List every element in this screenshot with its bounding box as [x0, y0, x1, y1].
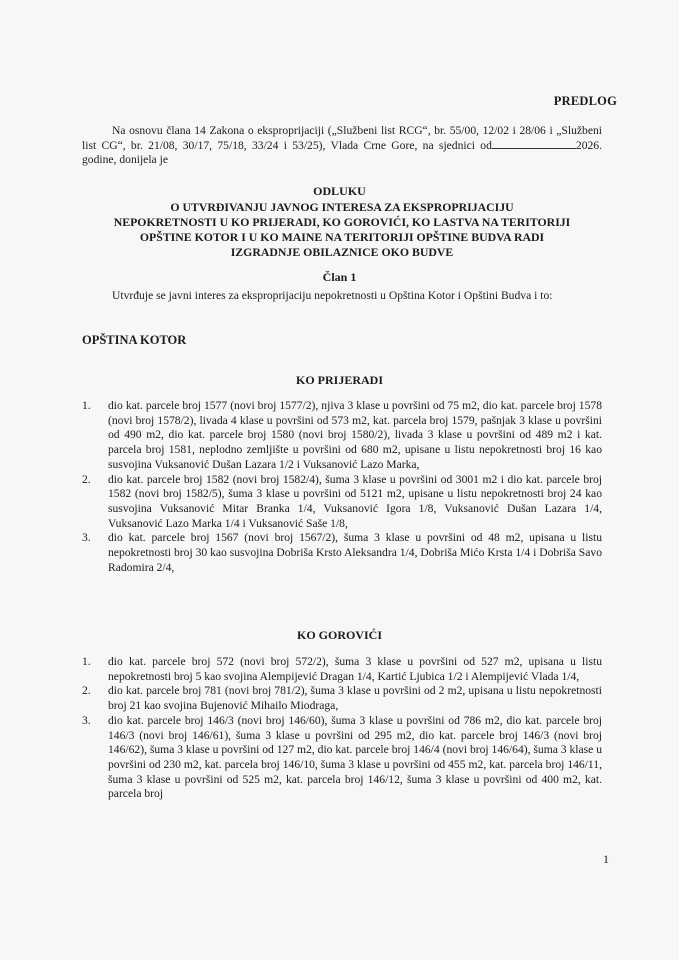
section-title-prijeradi: KO PRIJERADI — [295, 373, 383, 387]
item-text: dio kat. parcele broj 1567 (novi broj 1567/2), šuma 3 klase u površini od 48 m2, upisana u listu nepokretnosti broj 30 kao susvojina Dobriša Krsto Aleksandra 1/4, Dobriša Mićo Krsta 1/4 i Dobriša Savo Radomira 2/4, — [108, 531, 602, 574]
list-item — [82, 531, 602, 575]
item-text: dio kat. parcele broj 1582 (novi broj 1582/4), šuma 3 klase u površini od 3001 m2 i dio kat. parcele broj 1582 (novi broj 1582/5), šuma 3 klase u površini od 5121 m2, upisane u listu nepokretnosti broj 24 kao susvojina Vuksanović Mitar Branka 1/4, Vuksanović Igora 1/8, Vuksanović Dušan Lazara 1/4, Vuksanović Lazo Marka 1/4 i Vuksanović Saše 1/8, — [108, 472, 602, 530]
list-item — [82, 714, 602, 802]
item-number: 3. — [82, 531, 91, 545]
list-item — [82, 684, 602, 713]
heading-line: NEPOKRETNOSTI U KO PRIJERADI, KO GOROVIĆI, KO LASTVA NA TERITORIJI — [113, 215, 571, 230]
item-text: dio kat. parcele broj 572 (novi broj 572/2), šuma 3 klase u površini od 527 m2, upisana u listu nepokretnosti broj 5 kao svojina Alempijević Dragan 1/4, Kartić Ljubica 1/2 i Alempijević Vlada 1/4, — [108, 655, 602, 683]
item-text: dio kat. parcele broj 1577 (novi broj 1577/2), njiva 3 klase u površini od 75 m2, dio kat. parcele broj 1578 (novi broj 1578/2), livada 4 klase u površini od 573 m2, kat. parcela broj 1579, pašnjak 3 klase u površini od 490 m2, dio kat. parcele broj 1580 (novi broj 1580/2), livada 3 klase u površini od 489 m2 i kat. parcela broj 1581, neplodno zemljište u površini od 680 m2, upisane u listu nepokretnosti broj 16 kao susvojina Vuksanović Dušan Lazara 1/2 i Vuksanović Lazo Marka, — [108, 399, 602, 471]
preamble-end: 2026. godine, donijela je — [82, 138, 602, 167]
item-number: 3. — [82, 713, 91, 727]
item-number: 1. — [82, 399, 91, 412]
article-intro-text: Utvrđuje se javni interes za eksproprijaciju nepokretnosti u Opština Kotor i Opštini Budva i to: — [112, 289, 553, 302]
decision-heading — [66, 200, 618, 260]
heading-line: OPŠTINE KOTOR I U KO MAINE NA TERITORIJI OPŠTINE BUDVA RADI — [139, 230, 545, 245]
item-number: 1. — [82, 655, 91, 668]
draft-label: PREDLOG — [553, 94, 617, 108]
preamble-text: Na osnovu člana 14 Zakona o eksproprijaciji („Službeni list RCG“, br. 55/00, 12/02 i 28/06 i „Službeni list CG“, br. 21/08, 30/17, 75/18, 33/24 i 53/25), Vlada Crne Gore, na sjednici od — [82, 124, 602, 152]
item-text: dio kat. parcele broj 781 (novi broj 781/2), šuma 3 klase u površini od 2 m2, upisana u listu nepokretnosti broj 21 kao svojina Bujenović Mihailo Miodraga, — [108, 684, 602, 713]
decision-title: ODLUKU — [313, 184, 366, 198]
article-title: Član 1 — [322, 270, 357, 284]
list-item — [82, 399, 602, 473]
list-gorovici — [82, 655, 602, 802]
article-intro — [82, 289, 602, 304]
page-number: 1 — [603, 852, 609, 866]
preamble — [82, 124, 602, 168]
list-item — [82, 473, 602, 532]
section-title-gorovici: KO GOROVIĆI — [296, 628, 382, 642]
item-text: dio kat. parcele broj 146/3 (novi broj 146/60), šuma 3 klase u površini od 786 m2, dio kat. parcele broj 146/3 (novi broj 146/61), šuma 3 klase u površini od 295 m2, dio kat. parcele broj 146/3 (novi broj 146/62), šuma 3 klase u površini od 127 m2, dio kat. parcele broj 146/4 (novi broj 146/64), šuma 3 klase u površini od 230 m2, kat. parcela broj 146/10, šuma 3 klase u površini od 455 m2, kat. parcela broj 146/11, šuma 3 klase u površini od 525 m2, kat. parcela broj 146/12, šuma 3 klase u površini od 400 m2, kat. parcela broj — [108, 713, 602, 801]
heading-line: IZGRADNJE OBILAZNICE OKO BUDVE — [230, 245, 454, 260]
list-item — [82, 655, 602, 684]
item-number: 2. — [82, 684, 91, 698]
item-number: 2. — [82, 472, 91, 486]
list-prijeradi — [82, 399, 602, 576]
municipality-title: OPŠTINA KOTOR — [82, 333, 187, 347]
date-blank — [492, 139, 576, 149]
heading-line: O UTVRĐIVANJU JAVNOG INTERESA ZA EKSPROPRIJACIJU — [170, 200, 514, 214]
